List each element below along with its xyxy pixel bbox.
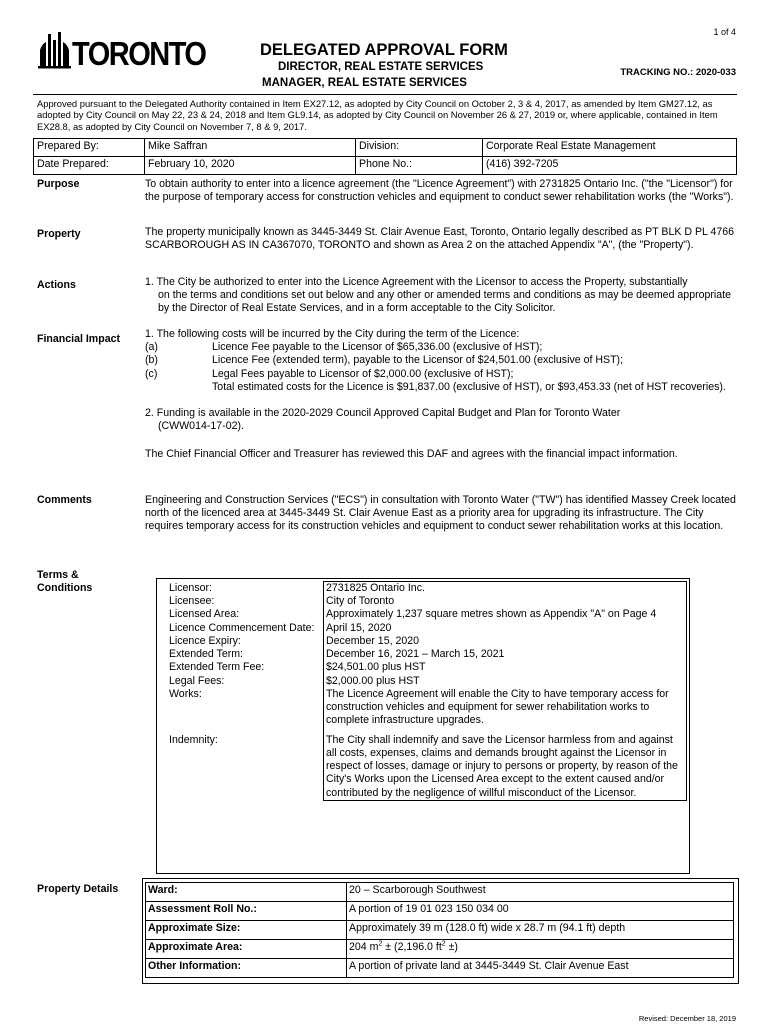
terms-row-licensed-area: Licensed Area: Approximately 1,237 square metres shown as Appendix "A" on Page 4 <box>167 608 687 621</box>
terms-row-legal-fees: Legal Fees: $2,000.00 plus HST <box>167 675 687 688</box>
preparer-table <box>33 138 737 175</box>
purpose-text: To obtain authority to enter into a licence agreement (the "Licence Agreement") with 2731825 Ontario Inc. ("the "Licensor") for the purpose of temporary access for construction vehicles and equipment to conduct sewer rehabilitation works (the "Works"). <box>145 178 734 204</box>
terms-label: Terms & Conditions <box>37 569 93 595</box>
actions-text <box>145 276 741 316</box>
financial-impact-text <box>145 328 741 461</box>
division-value: Corporate Real Estate Management <box>483 139 737 157</box>
terms-row-expiry: Licence Expiry: December 15, 2020 <box>167 635 687 648</box>
terms-row-extended-fee: Extended Term Fee: $24,501.00 plus HST <box>167 661 687 674</box>
financial-item-a: (a) Licence Fee payable to the Licensor of $65,336.00 (exclusive of HST); <box>145 341 543 354</box>
roll-row: Assessment Roll No.: A portion of 19 01 023 150 034 00 <box>146 902 734 921</box>
financial-item-b: (b) Licence Fee (extended term), payable to the Licensor of $24,501.00 (exclusive of HST); <box>145 354 624 367</box>
division-label: Division: <box>356 139 483 157</box>
toronto-logo <box>38 30 206 74</box>
preparer-row <box>34 139 737 157</box>
area-value: 204 $m^2 \pm (2,196.0$ $ft^2$ ±) <box>347 940 734 959</box>
property-details-table <box>145 882 734 978</box>
comments-text: Engineering and Construction Services ("ECS") in consultation with Toronto Water ("TW") has identified Massey Creek located north of the licenced area at 3445-3449 St. Clair Avenue East as a priority area for upgrading its infrastructure. The City requires temporary access for its construction vehicles and equipment to conduct sewer rehabilitation works at this location. <box>145 494 736 533</box>
property-details-label: Property Details <box>37 883 119 895</box>
date-value: February 10, 2020 <box>145 157 356 175</box>
actions-line1: 1. The City be authorized to enter into the Licence Agreement with the Licensor to access the Property, substantially <box>145 276 688 288</box>
financial-item-c: (c) Legal Fees payable to Licensor of $2,000.00 (exclusive of HST); <box>145 367 514 380</box>
phone-label: Phone No.: <box>356 157 483 175</box>
authority-statement: Approved pursuant to the Delegated Authority contained in Item EX27.12, as adopted by City Council on October 2, 3 & 4, 2017, as amended by Item GM27.12, as adopted by City Council on May 22, 23 & 24, 2018 and Item GL9.14, as adopted by City Council on November 26 & 27, 2019 or, where applicable, contained in Item EX28.8, as adopted by City Council on November 7, 8 & 9, 2017. <box>37 98 718 132</box>
other-info-row: Other Information: A portion of private land at 3445-3449 St. Clair Avenue East <box>146 959 734 978</box>
actions-line2: on the terms and conditions set out below and any other or amended terms and conditions as may be deemed appropriate by the Director of Real Estate Services, and in a form acceptable to the City Solicitor. <box>158 289 731 315</box>
terms-row-commencement: Licence Commencement Date: April 15, 2020 <box>167 622 687 635</box>
prepared-by-value: Mike Saffran <box>145 139 356 157</box>
size-row: Approximate Size: Approximately 39 m (128.0 ft) wide x 28.7 m (94.1 ft) depth <box>146 921 734 940</box>
funding-line2: (CWW014-17-02). <box>158 420 244 433</box>
form-subtitle-manager: MANAGER, REAL ESTATE SERVICES <box>262 77 467 89</box>
area-row: Approximate Area: 204 $m^2 \pm (2,196.0$ $ft^2$ ±) <box>146 940 734 959</box>
revised-date: Revised: December 18, 2019 <box>638 1014 736 1023</box>
terms-row-extended-term: Extended Term: December 16, 2021 – March 15, 2021 <box>167 648 687 661</box>
terms-row-licensor: Licensor: 2731825 Ontario Inc. <box>167 582 687 596</box>
form-subtitle-director: DIRECTOR, REAL ESTATE SERVICES <box>278 61 484 73</box>
ward-row: Ward: 20 – Scarborough Southwest <box>146 883 734 902</box>
actions-label: Actions <box>37 279 76 291</box>
financial-total: Total estimated costs for the Licence is $91,837.00 (exclusive of HST), or $93,453.33 (net of HST recoveries). <box>212 380 726 393</box>
prepared-by-label: Prepared By: <box>34 139 145 157</box>
logo-wordmark: TORONTO <box>72 36 206 74</box>
property-label: Property <box>37 228 81 240</box>
header-divider <box>33 94 737 95</box>
terms-table <box>167 581 687 801</box>
page-number: 1 of 4 <box>713 27 736 37</box>
property-text: The property municipally known as 3445-3449 St. Clair Avenue East, Toronto, Ontario legally described as PT BLK D PL 4766 SCARBOROUGH AS IN CA367070, TORONTO and shown as Area 2 on the attached Appendix "A", (the "Property"). <box>145 226 735 252</box>
date-row <box>34 157 737 175</box>
terms-row-works: Works: The Licence Agreement will enable the City to have temporary access for construction vehicles and equipment for sewer rehabilitation works to complete infrastructure upgrades. <box>167 688 687 734</box>
purpose-label: Purpose <box>37 178 80 190</box>
funding-line1: 2. Funding is available in the 2020-2029 Council Approved Capital Budget and Plan for Toronto Water <box>145 407 621 420</box>
terms-row-licensee: Licensee: City of Toronto <box>167 595 687 608</box>
financial-impact-label: Financial Impact <box>37 333 121 345</box>
tracking-number: TRACKING NO.: 2020-033 <box>620 67 736 78</box>
financial-intro: 1. The following costs will be incurred by the City during the term of the Licence: <box>145 328 520 340</box>
terms-row-indemnity: Indemnity: The City shall indemnify and save the Licensor harmless from and against all costs, expenses, claims and demands brought against the Licensor in respect of losses, damage or injury to persons or property, by reason of the City's Works upon the Licensed Area except to the extent caused and/or contributed by the negligence of willful misconduct of the Licensor. <box>167 734 687 801</box>
phone-value: (416) 392-7205 <box>483 157 737 175</box>
form-title: DELEGATED APPROVAL FORM <box>260 41 508 59</box>
comments-label: Comments <box>37 494 92 506</box>
cfo-statement: The Chief Financial Officer and Treasurer has reviewed this DAF and agrees with the financial impact information. <box>145 447 678 460</box>
date-label: Date Prepared: <box>34 157 145 175</box>
city-hall-icon <box>38 30 72 70</box>
